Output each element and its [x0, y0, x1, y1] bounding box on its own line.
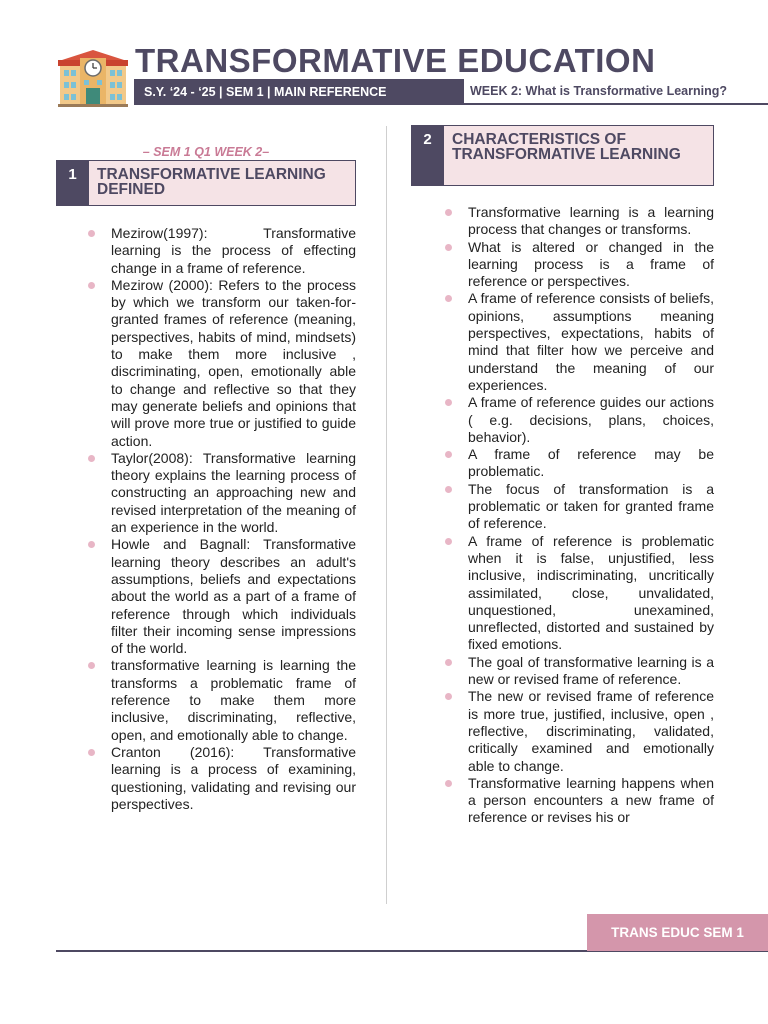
bullet-icon	[445, 486, 452, 493]
section-1-list	[111, 225, 356, 813]
footer-tag: TRANS EDUC SEM 1	[587, 914, 768, 951]
list-item	[468, 446, 714, 481]
list-item	[111, 225, 356, 277]
bullet-icon	[445, 295, 452, 302]
list-item	[468, 204, 714, 239]
bullet-icon	[445, 399, 452, 406]
list-item-text: transformative learning is learning the transforms a problematic frame of reference to make them more inclusive, discriminating, reflective, open, and emotionally able to change.	[111, 657, 356, 743]
bullet-icon	[445, 659, 452, 666]
list-item	[468, 654, 714, 689]
page-title: TRANSFORMATIVE EDUCATION	[135, 42, 656, 79]
week-label: – SEM 1 Q1 WEEK 2–	[142, 145, 270, 159]
bullet-icon	[88, 662, 95, 669]
list-item	[468, 533, 714, 654]
list-item-text: Mezirow (2000): Refers to the process by which we transform our taken-for-granted frames of reference (meaning, perspectives, habits of mind, mindsets) to make them more inclusive , discriminating, open, emotionally able to change and reflective so that they may generate beliefs and opinions that will prove more true or justified to guide action.	[111, 276, 356, 449]
list-item	[111, 277, 356, 450]
list-item	[111, 744, 356, 813]
bullet-icon	[445, 693, 452, 700]
section-2-list	[468, 204, 714, 827]
bullet-icon	[88, 455, 95, 462]
list-item-text: A frame of reference guides our actions ( e.g. decisions, plans, choices, behavior).	[468, 394, 714, 445]
list-item-text: Cranton (2016): Transformative learning is a process of examining, questioning, validating and revising our perspectives.	[111, 743, 356, 812]
list-item	[111, 657, 356, 743]
list-item-text: Taylor(2008): Transformative learning theory explains the learning process of constructing an approaching new and revised interpretation of the meaning of an experience in the world.	[111, 449, 356, 536]
list-item	[111, 450, 356, 536]
bullet-icon	[445, 538, 452, 545]
section-2-header	[411, 125, 714, 186]
list-item	[468, 481, 714, 533]
list-item-text: A frame of reference is problematic when it is false, unjustified, less inclusive, indiscriminating, uncritically assimilated, close, unvalidated, unquestioned, unexamined, unreflected, distorted and sustained by fixed emotions.	[468, 532, 714, 653]
bullet-icon	[88, 282, 95, 289]
section-1-header	[56, 160, 356, 206]
week-heading: WEEK 2: What is Transformative Learning?	[464, 79, 768, 105]
list-item-text: Mezirow(1997): Transformative learning is the process of effecting change in a frame of reference.	[111, 225, 356, 276]
section-1-title: TRANSFORMATIVE LEARNING DEFINED	[89, 160, 356, 206]
list-item	[468, 775, 714, 827]
section-2-number: 2	[411, 125, 444, 186]
bullet-icon	[445, 780, 452, 787]
list-item	[468, 688, 714, 774]
list-item	[111, 536, 356, 657]
list-item-text: Transformative learning is a learning process that changes or transforms.	[468, 204, 714, 238]
bullet-icon	[445, 451, 452, 458]
list-item	[468, 239, 714, 291]
list-item-text: Howle and Bagnall: Transformative learning theory describes an adult's assumptions, beliefs and expectations about the world as a part of a frame of reference through which individuals filter their incoming sense impressions of the world.	[111, 536, 356, 657]
bullet-icon	[88, 541, 95, 548]
section-1-number: 1	[56, 160, 89, 206]
list-item-text: A frame of reference consists of beliefs, opinions, assumptions meaning perspectives, expectations, habits of mind that filter how we perceive and understand the meaning of our experiences.	[468, 290, 714, 393]
bullet-icon	[445, 209, 452, 216]
column-divider	[386, 126, 387, 904]
section-2-title: CHARACTERISTICS OF TRANSFORMATIVE LEARNING	[444, 125, 714, 186]
list-item-text: The new or revised frame of reference is more true, justified, inclusive, open , reflective, discriminating, validated, critically examined and emotionally able to change.	[468, 688, 714, 774]
school-building-clock-icon	[56, 46, 130, 108]
bullet-icon	[88, 749, 95, 756]
list-item	[468, 394, 714, 446]
bullet-icon	[88, 230, 95, 237]
list-item-text: The goal of transformative learning is a new or revised frame of reference.	[468, 653, 714, 688]
list-item-text: The focus of transformation is a problematic or taken for granted frame of reference.	[468, 480, 714, 532]
list-item-text: A frame of reference may be problematic.	[468, 446, 714, 480]
bullet-icon	[445, 244, 452, 251]
list-item	[468, 290, 714, 394]
list-item-text: Transformative learning happens when a person encounters a new frame of reference or revises his or	[468, 774, 714, 826]
school-year-bar: S.Y. ‘24 - ‘25 | SEM 1 | MAIN REFERENCE	[134, 79, 464, 105]
list-item-text: What is altered or changed in the learning process is a frame of reference or perspectives.	[468, 238, 714, 290]
